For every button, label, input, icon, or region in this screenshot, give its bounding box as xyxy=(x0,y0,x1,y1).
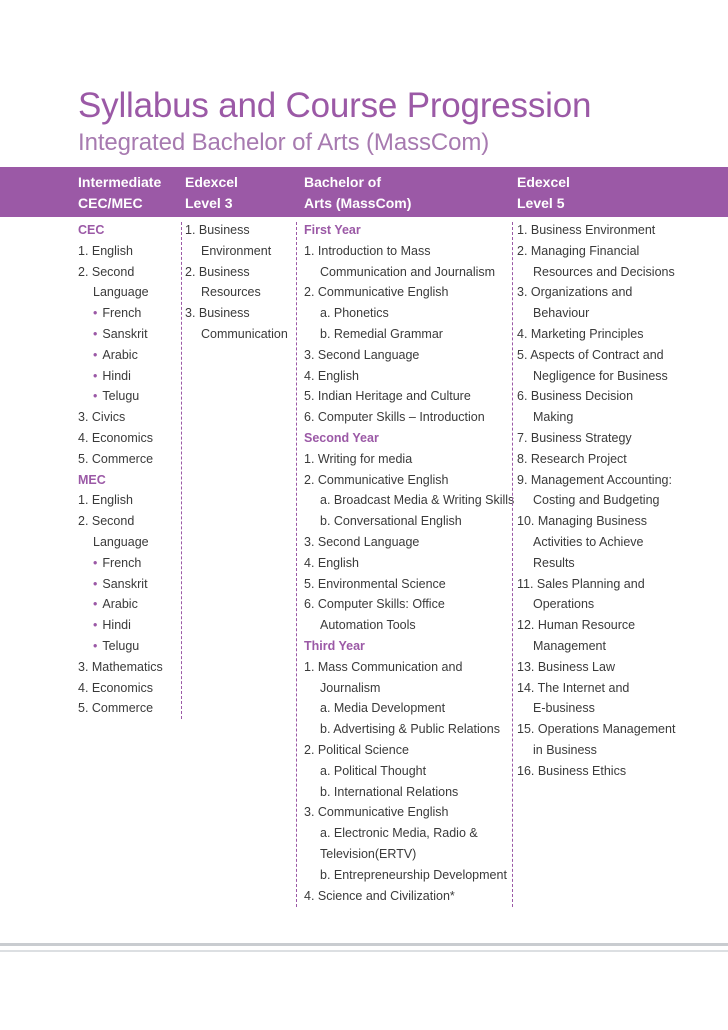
section-heading xyxy=(304,428,512,449)
list-item-text: a. Electronic Media, Radio & xyxy=(320,826,478,841)
list-item xyxy=(304,241,512,262)
list-item-text: a. Phonetics xyxy=(320,306,389,321)
list-item-text: 5. Commerce xyxy=(78,701,154,716)
column-edexcel-level5 xyxy=(517,220,722,782)
list-item-text: 1. Business Environment xyxy=(517,223,656,237)
list-item xyxy=(517,574,722,595)
list-item xyxy=(517,657,722,678)
list-item-text: 7. Business Strategy xyxy=(517,430,632,445)
list-item-text: First Year xyxy=(304,223,361,237)
list-item xyxy=(304,490,515,511)
list-item-text: Second Year xyxy=(304,430,379,445)
header-line: Bachelor of xyxy=(304,174,382,190)
list-item-text: 2. Political Science xyxy=(304,742,409,757)
header-line: Edexcel xyxy=(517,174,570,190)
list-item xyxy=(78,303,176,324)
list-item-text: 9. Management Accounting: xyxy=(517,472,672,487)
list-item xyxy=(304,470,512,491)
list-item xyxy=(78,324,176,345)
list-item xyxy=(304,303,512,324)
column-divider xyxy=(181,222,182,719)
list-item xyxy=(78,574,176,595)
list-item-text: Automation Tools xyxy=(320,618,416,633)
section-heading xyxy=(78,470,176,491)
list-item-text: 3. Communicative English xyxy=(304,805,449,820)
list-item-text: Behaviour xyxy=(533,306,590,321)
list-item-text: CEC xyxy=(78,223,105,237)
list-item-text: Activities to Achieve xyxy=(533,534,644,549)
list-item xyxy=(517,324,722,345)
list-item-text: 3. Second Language xyxy=(304,347,420,362)
list-item xyxy=(517,594,722,615)
list-item xyxy=(304,615,512,636)
section-heading xyxy=(304,636,512,657)
list-item xyxy=(517,740,722,761)
header-line: CEC/MEC xyxy=(78,195,143,211)
list-item-text: Arabic xyxy=(102,347,138,362)
column-intermediate xyxy=(78,220,176,719)
header-col-bachelor xyxy=(304,172,411,214)
list-item-text: Making xyxy=(533,410,574,425)
list-item-text: Environment xyxy=(201,243,272,258)
list-item-text: Third Year xyxy=(304,638,365,653)
list-item-text: Costing and Budgeting xyxy=(533,493,660,508)
list-item-text: Language xyxy=(93,285,149,300)
list-item xyxy=(517,719,722,740)
list-item-text: 2. Second xyxy=(78,264,135,279)
list-item-text: b. Entrepreneurship Development xyxy=(320,867,507,882)
list-item-text: a. Political Thought xyxy=(320,763,427,778)
list-item xyxy=(304,698,512,719)
list-item xyxy=(517,532,722,553)
list-item-text: Arabic xyxy=(102,597,138,612)
list-item xyxy=(304,386,512,407)
list-item-text: French xyxy=(102,306,142,321)
list-item xyxy=(517,470,722,491)
list-item-text: Results xyxy=(533,555,575,570)
list-item-text: a. Media Development xyxy=(320,701,446,716)
header-line: Level 3 xyxy=(185,195,233,211)
list-item xyxy=(78,594,176,615)
list-item xyxy=(78,449,176,470)
list-item xyxy=(517,262,722,283)
page-subtitle: Integrated Bachelor of Arts (MassCom) xyxy=(78,129,490,156)
list-item xyxy=(78,553,176,574)
list-item xyxy=(304,574,512,595)
list-item-text: Television(ERTV) xyxy=(320,846,417,861)
list-item-text: Journalism xyxy=(320,680,381,695)
list-item-text: 4. Economics xyxy=(78,430,154,445)
list-item xyxy=(78,241,176,262)
list-item-text: b. International Relations xyxy=(320,784,459,799)
list-item-text: 2. Managing Financial xyxy=(517,243,640,258)
list-item-text: 6. Computer Skills – Introduction xyxy=(304,410,485,425)
list-item xyxy=(78,407,176,428)
list-item-text: 1. Mass Communication and xyxy=(304,659,463,674)
list-item xyxy=(517,303,722,324)
list-item-text: 5. Indian Heritage and Culture xyxy=(304,389,471,404)
list-item-text: 1. English xyxy=(78,493,133,508)
list-item-text: b. Conversational English xyxy=(320,514,462,529)
list-item xyxy=(517,220,722,241)
header-col-edexcel-level5 xyxy=(517,172,570,214)
list-item-text: 1. English xyxy=(78,243,133,258)
list-item xyxy=(78,262,176,283)
list-item xyxy=(185,303,293,324)
list-item-text: Telugu xyxy=(102,638,140,653)
list-item xyxy=(517,345,722,366)
list-item-text: b. Advertising & Public Relations xyxy=(320,722,500,737)
list-item xyxy=(78,386,176,407)
list-item-text: 8. Research Project xyxy=(517,451,627,466)
list-item xyxy=(517,241,722,262)
list-item-text: 10. Managing Business xyxy=(517,514,647,529)
list-item-text: Sanskrit xyxy=(102,576,148,591)
list-item-text: 11. Sales Planning and xyxy=(517,576,645,591)
list-item xyxy=(304,553,512,574)
list-item xyxy=(304,345,512,366)
section-heading xyxy=(304,220,512,241)
list-item xyxy=(78,636,176,657)
list-item xyxy=(304,740,512,761)
list-item-text: Telugu xyxy=(102,389,140,404)
list-item-text: 4. Marketing Principles xyxy=(517,326,644,341)
header-line: Level 5 xyxy=(517,195,565,211)
bullet-icon: • xyxy=(93,638,98,653)
list-item xyxy=(304,532,512,553)
header-col-edexcel-level3 xyxy=(185,172,238,214)
list-item-text: 3. Civics xyxy=(78,410,126,425)
list-item xyxy=(517,366,722,387)
list-item-text: 3. Mathematics xyxy=(78,659,163,674)
list-item-text: Language xyxy=(93,534,149,549)
list-item-text: Sanskrit xyxy=(102,326,148,341)
list-item xyxy=(78,511,176,532)
list-item xyxy=(185,220,293,241)
list-item-text: 4. Economics xyxy=(78,680,154,695)
list-item xyxy=(517,615,722,636)
bullet-icon: • xyxy=(93,306,98,321)
list-item-text: 2. Communicative English xyxy=(304,472,449,487)
column-bachelor xyxy=(304,220,515,906)
list-item xyxy=(304,407,512,428)
list-item xyxy=(517,449,722,470)
list-item xyxy=(304,782,512,803)
list-item-text: Resources xyxy=(201,285,261,300)
bullet-icon: • xyxy=(93,347,98,362)
list-item xyxy=(517,698,722,719)
column-divider xyxy=(296,222,297,907)
list-item-text: 1. Writing for media xyxy=(304,451,413,466)
list-item xyxy=(517,636,722,657)
list-item-text: 2. Business xyxy=(185,264,250,279)
list-item xyxy=(78,345,176,366)
list-item xyxy=(78,615,176,636)
list-item xyxy=(517,386,722,407)
list-item xyxy=(304,594,512,615)
list-item xyxy=(304,719,512,740)
header-line: Intermediate xyxy=(78,174,162,190)
list-item-text: 1. Introduction to Mass xyxy=(304,243,431,258)
header-line: Edexcel xyxy=(185,174,238,190)
list-item-text: 16. Business Ethics xyxy=(517,763,627,778)
list-item xyxy=(517,490,722,511)
list-item xyxy=(304,761,512,782)
bullet-icon: • xyxy=(93,368,98,383)
list-item-text: 6. Computer Skills: Office xyxy=(304,597,445,612)
list-item xyxy=(304,657,512,678)
list-item-text: 13. Business Law xyxy=(517,659,615,674)
list-item xyxy=(304,366,512,387)
list-item xyxy=(78,428,176,449)
list-item xyxy=(517,511,722,532)
list-item xyxy=(78,657,176,678)
column-divider xyxy=(512,222,513,907)
header-line: Arts (MassCom) xyxy=(304,195,412,211)
list-item xyxy=(78,678,176,699)
list-item-text: 14. The Internet and xyxy=(517,680,630,695)
list-item xyxy=(304,865,512,886)
list-item xyxy=(304,324,512,345)
list-item xyxy=(78,366,176,387)
list-item xyxy=(517,678,722,699)
list-item-text: E-business xyxy=(533,701,595,716)
list-item xyxy=(185,241,293,262)
list-item xyxy=(517,407,722,428)
list-item xyxy=(185,262,293,283)
list-item xyxy=(304,449,512,470)
list-item-text: a. Broadcast Media & Writing Skills xyxy=(320,493,515,508)
list-item-text: Resources and Decisions xyxy=(533,264,675,279)
list-item-text: Management xyxy=(533,638,606,653)
list-item xyxy=(185,282,293,303)
list-item-text: 5. Aspects of Contract and xyxy=(517,347,664,362)
list-item-text: Operations xyxy=(533,597,595,612)
list-item-text: 12. Human Resource xyxy=(517,618,636,633)
list-item-text: 4. Science and Civilization* xyxy=(304,888,455,903)
list-item-text: 5. Commerce xyxy=(78,451,154,466)
footer-rule xyxy=(0,950,728,952)
list-item-text: 2. Second xyxy=(78,514,135,529)
list-item xyxy=(78,282,176,303)
footer-rule xyxy=(0,943,728,946)
list-item xyxy=(78,532,176,553)
list-item xyxy=(304,886,512,907)
list-item-text: Communication xyxy=(201,326,288,341)
list-item xyxy=(304,282,512,303)
bullet-icon: • xyxy=(93,576,98,591)
list-item xyxy=(304,262,512,283)
bullet-icon: • xyxy=(93,555,98,570)
bullet-icon: • xyxy=(93,597,98,612)
list-item-text: 4. English xyxy=(304,368,359,383)
column-edexcel-level3 xyxy=(185,220,293,345)
list-item xyxy=(517,428,722,449)
list-item xyxy=(304,823,512,844)
list-item xyxy=(304,802,512,823)
list-item-text: 3. Business xyxy=(185,306,250,321)
page-title: Syllabus and Course Progression xyxy=(78,86,592,125)
header-col-intermediate xyxy=(78,172,161,214)
bullet-icon: • xyxy=(93,389,98,404)
bullet-icon: • xyxy=(93,618,98,633)
list-item xyxy=(304,844,512,865)
list-item xyxy=(517,553,722,574)
section-heading xyxy=(78,220,176,241)
list-item-text: 3. Second Language xyxy=(304,534,420,549)
list-item xyxy=(185,324,293,345)
list-item-text: 1. Business xyxy=(185,223,250,237)
list-item-text: 5. Environmental Science xyxy=(304,576,446,591)
bullet-icon: • xyxy=(93,326,98,341)
list-item-text: MEC xyxy=(78,472,106,487)
list-item-text: French xyxy=(102,555,142,570)
list-item xyxy=(517,761,722,782)
list-item-text: 4. English xyxy=(304,555,359,570)
list-item-text: Hindi xyxy=(102,618,131,633)
list-item-text: 2. Communicative English xyxy=(304,285,449,300)
list-item-text: Communication and Journalism xyxy=(320,264,496,279)
list-item xyxy=(304,678,512,699)
list-item-text: 6. Business Decision xyxy=(517,389,634,404)
list-item-text: 15. Operations Management xyxy=(517,722,676,737)
list-item-text: Hindi xyxy=(102,368,131,383)
list-item xyxy=(78,490,176,511)
list-item-text: in Business xyxy=(533,742,597,757)
list-item-text: b. Remedial Grammar xyxy=(320,326,443,341)
list-item-text: 3. Organizations and xyxy=(517,285,633,300)
list-item xyxy=(517,282,722,303)
list-item xyxy=(78,698,176,719)
list-item-text: Negligence for Business xyxy=(533,368,668,383)
list-item xyxy=(304,511,512,532)
